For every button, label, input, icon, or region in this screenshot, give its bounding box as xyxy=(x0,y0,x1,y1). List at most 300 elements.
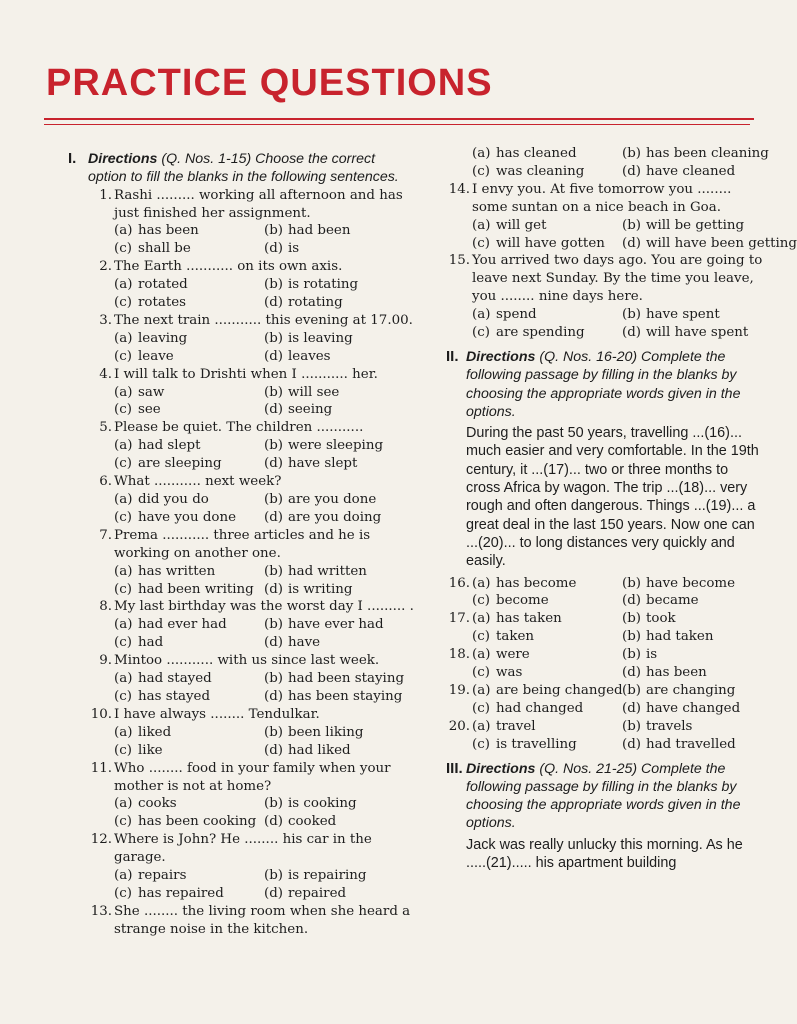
option xyxy=(264,491,416,509)
option-text: are you done xyxy=(288,492,377,507)
option-text: has been staying xyxy=(288,688,403,704)
option-text: are being changed xyxy=(496,682,623,698)
options-grid xyxy=(472,682,766,718)
option xyxy=(114,885,264,903)
option-text: have ever had xyxy=(288,617,384,633)
options-grid xyxy=(114,437,416,473)
option xyxy=(264,670,416,688)
question-number: 17. xyxy=(448,611,470,627)
option xyxy=(114,384,264,402)
option-letter: (c) xyxy=(472,736,490,752)
option-text: are you doing xyxy=(288,509,382,525)
option-letter: (a) xyxy=(114,724,133,740)
option-text: taken xyxy=(496,629,535,645)
directions-text: (Q. Nos. 1-15) Choose the correct option to fill the blanks in the following sentences. xyxy=(88,151,399,186)
option xyxy=(114,222,264,240)
question-number: 15. xyxy=(448,253,470,269)
option-text: have xyxy=(288,635,321,651)
option xyxy=(114,670,264,688)
option-letter: (a) xyxy=(472,575,491,591)
option xyxy=(622,324,766,342)
option-letter: (c) xyxy=(114,402,132,418)
option-letter: (a) xyxy=(114,277,133,293)
option-text: took xyxy=(646,611,676,627)
option xyxy=(472,145,622,163)
option xyxy=(472,575,622,593)
option xyxy=(264,455,416,473)
option-text: had xyxy=(138,635,164,651)
question-item xyxy=(88,312,416,366)
option-text: have spent xyxy=(646,307,720,323)
option-text: was xyxy=(496,665,523,681)
option-text: had travelled xyxy=(646,736,736,752)
option-letter: (b) xyxy=(264,671,284,687)
option xyxy=(472,217,622,235)
option-text: travel xyxy=(496,718,536,734)
option-text: rotates xyxy=(138,295,187,311)
question-item xyxy=(88,527,416,599)
option-letter: (a) xyxy=(114,671,133,687)
option-text: has cleaned xyxy=(496,146,577,161)
question-item xyxy=(88,706,416,760)
option xyxy=(114,401,264,419)
option-letter: (c) xyxy=(114,742,132,758)
option-letter: (a) xyxy=(114,868,133,884)
option xyxy=(114,867,264,885)
option-letter: (b) xyxy=(264,384,284,400)
question-item xyxy=(446,646,766,682)
option-text: had changed xyxy=(496,700,584,716)
option-letter: (a) xyxy=(472,217,491,233)
passage-text: During the past 50 years, travelling ...(16)... much easier and very comfortable. In the 19th century, it ...(17)... two or three months to cross Africa by wagon. The trip ...(18)... very rough and often dangerous. Things ...(19)... a great deal in the last 150 years. Now one can ...(20)... to long distances very quickly and easily. xyxy=(466,425,759,570)
option-text: shall be xyxy=(138,241,191,257)
question-number: 20. xyxy=(448,718,470,734)
option-text: will get xyxy=(496,217,547,233)
option-letter: (a) xyxy=(472,718,491,734)
option-letter: (b) xyxy=(622,718,642,734)
option-letter: (a) xyxy=(472,146,491,161)
option-text: became xyxy=(646,593,699,609)
directions-text: (Q. Nos. 16-20) Complete the following passage by filling in the blanks by choosing the appropriate words given in the options. xyxy=(466,348,741,420)
option-letter: (b) xyxy=(622,307,642,323)
option-letter: (a) xyxy=(114,223,133,239)
question-number: 8. xyxy=(99,599,112,615)
option-letter: (b) xyxy=(264,438,284,454)
option-letter: (a) xyxy=(114,796,133,812)
option-letter: (d) xyxy=(264,456,284,472)
option xyxy=(114,634,264,652)
question-item xyxy=(88,258,416,312)
option-text: repaired xyxy=(288,885,347,901)
q13-options xyxy=(446,145,769,181)
option-letter: (c) xyxy=(472,163,490,179)
option-letter: (b) xyxy=(622,629,642,645)
option-text: has stayed xyxy=(138,688,211,704)
option-text: has taken xyxy=(496,611,562,627)
option xyxy=(472,235,622,253)
question-item xyxy=(88,598,416,652)
question-item xyxy=(88,652,416,706)
option-text: did you do xyxy=(138,492,209,507)
option xyxy=(622,718,766,736)
question-item xyxy=(88,760,416,832)
option xyxy=(114,616,264,634)
option-letter: (c) xyxy=(114,509,132,525)
question-item xyxy=(88,473,416,527)
option-text: cooks xyxy=(138,796,177,812)
title-rule-thin xyxy=(44,124,750,125)
option-letter: (a) xyxy=(114,617,133,633)
options-grid xyxy=(114,670,416,706)
question-text: The next train ........... this evening at 17.00. xyxy=(114,312,413,328)
question-number: 13. xyxy=(90,903,112,919)
options-grid xyxy=(114,491,416,527)
option-letter: (d) xyxy=(264,742,284,758)
option xyxy=(622,628,766,646)
question-text: You arrived two days ago. You are going to leave next Sunday. By the time you leave, you ........ nine days here. xyxy=(472,253,763,305)
option xyxy=(472,646,622,664)
option-text: will see xyxy=(288,384,340,400)
option-letter: (c) xyxy=(472,235,490,251)
option xyxy=(264,330,416,348)
option-letter: (b) xyxy=(264,223,284,239)
option-letter: (b) xyxy=(264,796,284,812)
option-letter: (b) xyxy=(622,611,642,627)
option-letter: (b) xyxy=(622,217,642,233)
option-text: see xyxy=(138,402,161,418)
option-letter: (c) xyxy=(114,241,132,257)
option-letter: (c) xyxy=(472,593,490,609)
option xyxy=(264,795,416,813)
option-text: had been xyxy=(288,223,351,239)
option xyxy=(622,163,769,181)
option-text: will have been getting xyxy=(646,235,797,251)
option xyxy=(264,240,416,258)
options-grid xyxy=(114,330,416,366)
option xyxy=(114,813,264,831)
option-text: has been cooking xyxy=(138,814,257,830)
option-text: leaves xyxy=(288,348,331,364)
option xyxy=(264,688,416,706)
option xyxy=(472,306,622,324)
option xyxy=(472,664,622,682)
option-letter: (b) xyxy=(264,617,284,633)
option-letter: (b) xyxy=(622,682,642,698)
option xyxy=(622,682,766,700)
option xyxy=(264,509,416,527)
question-number: 19. xyxy=(448,682,470,698)
question-text: Where is John? He ........ his car in the garage. xyxy=(114,832,372,866)
option-text: will have spent xyxy=(646,325,749,341)
option-letter: (a) xyxy=(114,330,133,346)
section-directions xyxy=(466,760,766,833)
question-number: 5. xyxy=(99,420,112,436)
option xyxy=(264,581,416,599)
option xyxy=(114,509,264,527)
option-letter: (d) xyxy=(264,688,284,704)
option-text: are spending xyxy=(496,325,585,341)
option-text: rotated xyxy=(138,277,188,293)
option-letter: (d) xyxy=(622,700,642,716)
option-text: is leaving xyxy=(288,330,353,346)
page-title: PRACTICE QUESTIONS xyxy=(46,62,493,104)
option-text: seeing xyxy=(288,402,333,418)
option-letter: (a) xyxy=(114,492,133,507)
section-number: II. xyxy=(446,347,459,365)
option-letter: (b) xyxy=(622,146,642,161)
option-letter: (c) xyxy=(472,325,490,341)
option-letter: (d) xyxy=(264,402,284,418)
option-text: had slept xyxy=(138,438,201,454)
option-text: was cleaning xyxy=(496,163,585,179)
option-letter: (d) xyxy=(264,348,284,364)
options-grid xyxy=(114,724,416,760)
question-text: Who ........ food in your family when your mother is not at home? xyxy=(114,760,391,794)
option-letter: (d) xyxy=(622,235,642,251)
question-item xyxy=(88,366,416,420)
option-letter: (c) xyxy=(114,635,132,651)
option-text: had taken xyxy=(646,629,714,645)
option-letter: (a) xyxy=(472,682,491,698)
option xyxy=(472,592,622,610)
option xyxy=(472,700,622,718)
directions-label: Directions xyxy=(466,760,536,777)
question-list xyxy=(88,187,416,939)
option xyxy=(264,276,416,294)
option-text: had written xyxy=(288,563,367,579)
option-letter: (c) xyxy=(472,629,490,645)
section-2 xyxy=(446,348,766,421)
question-text: I envy you. At five tomorrow you ........ some suntan on a nice beach in Goa. xyxy=(472,181,732,215)
option xyxy=(264,634,416,652)
option-letter: (c) xyxy=(114,688,132,704)
question-item xyxy=(446,682,766,718)
option xyxy=(264,563,416,581)
option xyxy=(114,491,264,509)
question-text: Rashi ......... working all afternoon and has just finished her assignment. xyxy=(114,187,403,221)
option-letter: (b) xyxy=(264,868,284,884)
option-letter: (b) xyxy=(622,575,642,591)
option xyxy=(472,736,622,754)
option-letter: (d) xyxy=(264,635,284,651)
option-text: had been staying xyxy=(288,671,405,687)
option-text: are sleeping xyxy=(138,456,222,472)
options-grid xyxy=(472,646,766,682)
option-text: leave xyxy=(138,348,174,364)
question-text: The Earth ........... on its own axis. xyxy=(114,259,343,275)
option xyxy=(114,276,264,294)
option-text: have changed xyxy=(646,700,741,716)
question-number: 14. xyxy=(448,181,470,197)
directions-label: Directions xyxy=(88,151,158,167)
option-letter: (d) xyxy=(264,241,284,257)
option-text: saw xyxy=(138,384,165,400)
option xyxy=(622,646,766,664)
option xyxy=(114,455,264,473)
option-letter: (d) xyxy=(264,885,284,901)
option xyxy=(622,610,766,628)
option xyxy=(472,682,622,700)
option-letter: (b) xyxy=(264,724,284,740)
option xyxy=(114,240,264,258)
option-text: has become xyxy=(496,575,577,591)
option-letter: (a) xyxy=(114,438,133,454)
option-text: leaving xyxy=(138,330,188,346)
question-item xyxy=(88,419,416,473)
question-number: 9. xyxy=(99,653,112,669)
passage-text: Jack was really unlucky this morning. As he .....(21)..... his apartment building xyxy=(466,836,743,872)
option-text: have cleaned xyxy=(646,163,736,179)
option-letter: (a) xyxy=(114,563,133,579)
option-text: become xyxy=(496,593,549,609)
option xyxy=(622,700,766,718)
option-text: had liked xyxy=(288,742,351,758)
option-letter: (d) xyxy=(264,814,284,830)
option xyxy=(114,795,264,813)
question-item xyxy=(446,252,766,342)
question-item xyxy=(88,187,416,259)
options-grid xyxy=(472,217,797,253)
question-number: 1. xyxy=(99,187,112,203)
section-number: I. xyxy=(68,150,77,167)
option xyxy=(472,163,622,181)
option-text: were sleeping xyxy=(288,438,384,454)
option xyxy=(114,294,264,312)
options-grid xyxy=(114,867,416,903)
option xyxy=(114,330,264,348)
option xyxy=(264,724,416,742)
question-text: Mintoo ........... with us since last week. xyxy=(114,653,380,669)
question-text: She ........ the living room when she heard a strange noise in the kitchen. xyxy=(114,903,411,937)
question-number: 6. xyxy=(99,474,112,490)
options-grid xyxy=(114,222,416,258)
options-grid xyxy=(114,795,416,831)
option-text: repairs xyxy=(138,868,187,884)
question-number: 10. xyxy=(90,706,112,722)
option-text: has been xyxy=(138,223,199,239)
right-column xyxy=(446,145,797,876)
option-text: will be getting xyxy=(646,217,745,233)
option xyxy=(472,718,622,736)
options-grid xyxy=(472,306,766,342)
option-text: have slept xyxy=(288,456,358,472)
option-letter: (a) xyxy=(472,647,491,663)
options-grid xyxy=(472,575,766,611)
option-letter: (c) xyxy=(472,700,490,716)
option-text: has written xyxy=(138,563,216,579)
option-letter: (c) xyxy=(114,885,132,901)
options-grid xyxy=(446,145,769,181)
title-rule-thick xyxy=(44,118,754,120)
option xyxy=(472,628,622,646)
question-text: My last birthday was the worst day I ......... . xyxy=(114,599,414,615)
option xyxy=(114,581,264,599)
option xyxy=(114,724,264,742)
option-text: liked xyxy=(138,724,172,740)
option-letter: (b) xyxy=(264,330,284,346)
option-letter: (c) xyxy=(114,295,132,311)
options-grid xyxy=(472,610,766,646)
options-grid xyxy=(472,718,766,754)
option xyxy=(264,616,416,634)
question-item xyxy=(88,831,416,903)
option xyxy=(622,306,766,324)
option xyxy=(264,867,416,885)
question-list-right xyxy=(446,181,797,342)
option xyxy=(114,742,264,760)
option-text: has repaired xyxy=(138,885,224,901)
option xyxy=(622,235,797,253)
option-letter: (b) xyxy=(264,563,284,579)
option-letter: (b) xyxy=(264,492,284,507)
section-directions xyxy=(88,150,416,187)
option-letter: (d) xyxy=(622,593,642,609)
option-letter: (c) xyxy=(114,814,132,830)
option xyxy=(622,145,769,163)
option-text: has been cleaning xyxy=(646,146,769,161)
option-text: had been writing xyxy=(138,581,254,597)
option xyxy=(264,401,416,419)
option-letter: (a) xyxy=(472,307,491,323)
option-letter: (b) xyxy=(622,647,642,663)
question-text: I have always ........ Tendulkar. xyxy=(114,706,320,722)
section-number: III. xyxy=(446,759,463,777)
option-text: has been xyxy=(646,665,707,681)
directions-text: (Q. Nos. 21-25) Complete the following passage by filling in the blanks by choosing the appropriate words given in the options. xyxy=(466,760,741,832)
option-text: been liking xyxy=(288,724,364,740)
option xyxy=(622,736,766,754)
question-number: 11. xyxy=(90,760,112,776)
option-letter: (d) xyxy=(622,163,642,179)
options-grid xyxy=(114,563,416,599)
question-item xyxy=(88,903,416,939)
option xyxy=(114,348,264,366)
section-directions xyxy=(466,348,766,421)
question-number: 12. xyxy=(90,832,112,848)
option-text: is xyxy=(646,647,658,663)
option-letter: (d) xyxy=(622,325,642,341)
option-text: is cooking xyxy=(288,796,357,812)
option-text: is writing xyxy=(288,581,353,597)
option xyxy=(622,575,766,593)
option-text: had ever had xyxy=(138,617,227,633)
option xyxy=(472,324,622,342)
option-text: travels xyxy=(646,718,693,734)
option xyxy=(114,437,264,455)
option xyxy=(264,348,416,366)
option-letter: (d) xyxy=(622,736,642,752)
option-letter: (c) xyxy=(114,348,132,364)
option xyxy=(264,294,416,312)
option-letter: (c) xyxy=(114,456,132,472)
option xyxy=(622,217,797,235)
question-number: 18. xyxy=(448,647,470,663)
option-text: have become xyxy=(646,575,736,591)
section-1 xyxy=(68,150,416,939)
option-letter: (d) xyxy=(264,509,284,525)
question-item xyxy=(446,181,797,253)
section-3 xyxy=(446,760,766,833)
question-text: Please be quiet. The children ........... xyxy=(114,420,364,436)
option xyxy=(264,885,416,903)
option-text: is travelling xyxy=(496,736,577,752)
option-letter: (d) xyxy=(622,665,642,681)
option-text: is xyxy=(288,241,300,257)
question-text: What ........... next week? xyxy=(114,474,282,490)
option-text: had stayed xyxy=(138,671,212,687)
option xyxy=(264,222,416,240)
question-text: I will talk to Drishti when I ........... her. xyxy=(114,366,378,382)
